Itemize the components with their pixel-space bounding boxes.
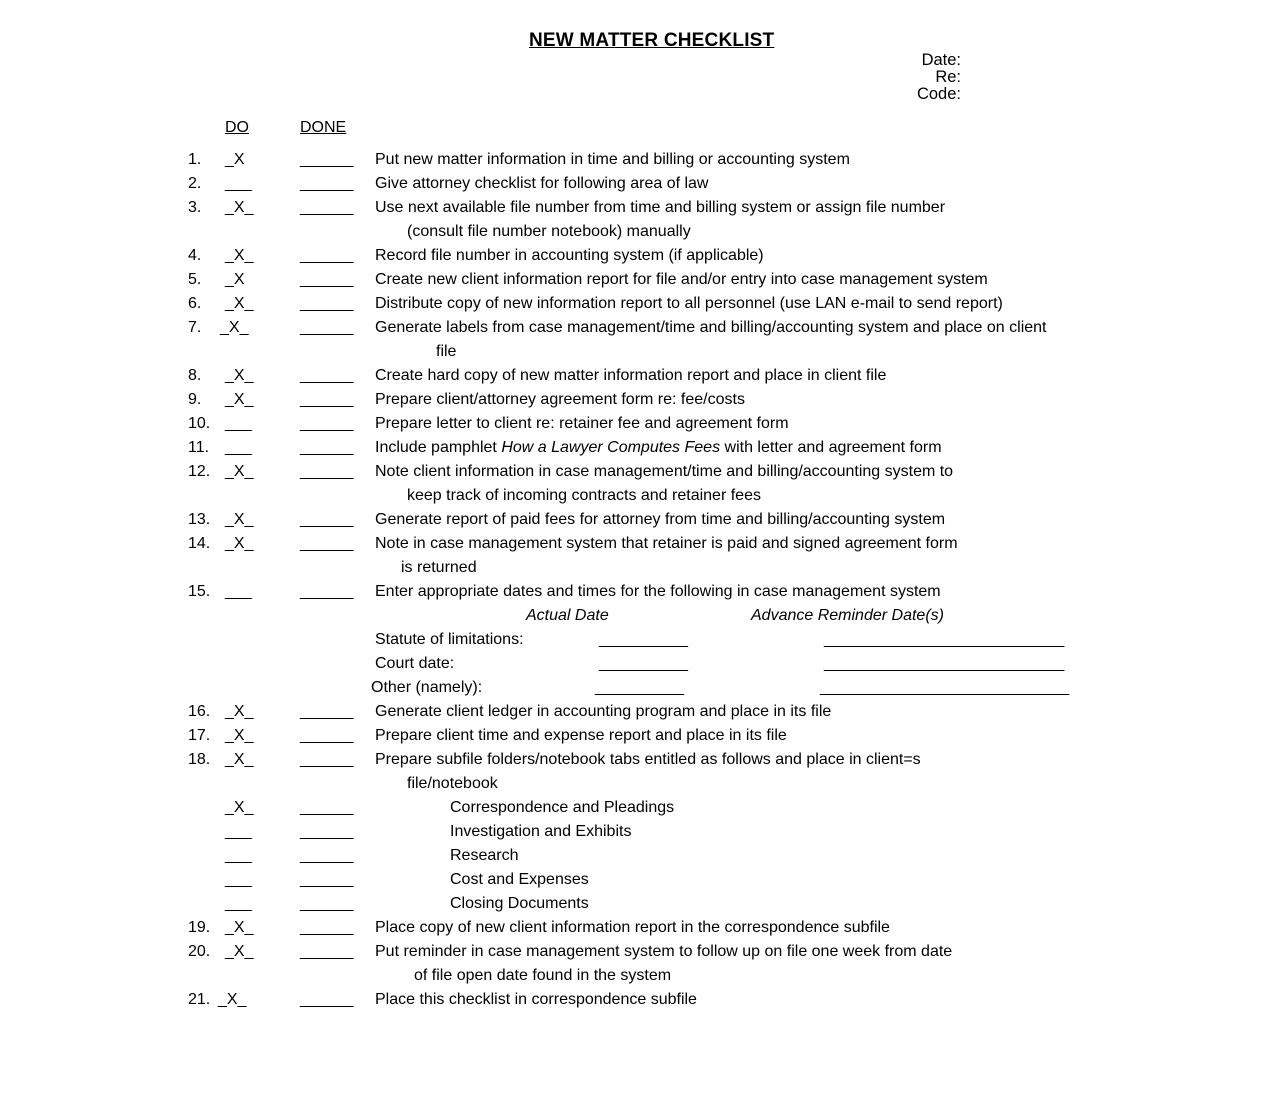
item-text: Put reminder in case management system to follow up on file one week from date bbox=[375, 943, 953, 960]
do-mark: ___ bbox=[225, 583, 252, 600]
done-blank: ______ bbox=[300, 703, 354, 720]
done-blank: ______ bbox=[300, 895, 354, 912]
subfile-item bbox=[0, 844, 1275, 868]
reminder-date-header: Advance Reminder Date(s) bbox=[751, 607, 944, 624]
checklist-item-continuation bbox=[0, 340, 1275, 364]
do-mark: _X_ bbox=[225, 727, 254, 744]
item-number: 7. bbox=[188, 319, 202, 336]
code-label: Code: bbox=[916, 85, 961, 103]
item-text: Note in case management system that retainer is paid and signed agreement form bbox=[375, 535, 958, 552]
done-blank: ______ bbox=[300, 919, 354, 936]
date-row-label: Other (namely): bbox=[371, 679, 483, 696]
checklist-item bbox=[0, 148, 1275, 172]
item-text: Record file number in accounting system (if applicable) bbox=[375, 247, 764, 264]
item-number: 5. bbox=[188, 271, 202, 288]
do-mark: ___ bbox=[225, 415, 252, 432]
do-mark: _X_ bbox=[225, 703, 254, 720]
checklist-item-continuation bbox=[0, 220, 1275, 244]
dates-table-header bbox=[0, 604, 1275, 628]
item-text-continuation: file bbox=[436, 343, 457, 360]
checklist-item-continuation bbox=[0, 556, 1275, 580]
re-label: Re: bbox=[935, 68, 961, 86]
reminder-date-field: ____________________________ bbox=[820, 679, 1070, 696]
done-blank: ______ bbox=[300, 151, 354, 168]
done-blank: ______ bbox=[300, 415, 354, 432]
do-mark: _X_ bbox=[225, 391, 254, 408]
checklist-item bbox=[0, 196, 1275, 220]
pamphlet-title: How a Lawyer Computes Fees bbox=[501, 439, 721, 456]
checklist-item bbox=[0, 940, 1275, 964]
do-mark: ___ bbox=[225, 823, 252, 840]
do-mark: _X_ bbox=[218, 991, 247, 1008]
subfile-label: Closing Documents bbox=[450, 895, 589, 912]
item-text: Use next available file number from time and billing system or assign file number bbox=[375, 199, 946, 216]
actual-date-field: __________ bbox=[599, 655, 688, 672]
reminder-date-field: ___________________________ bbox=[824, 655, 1065, 672]
done-blank: ______ bbox=[300, 991, 354, 1008]
do-mark: _X_ bbox=[225, 463, 254, 480]
item-text: Place copy of new client information report in the correspondence subfile bbox=[375, 919, 890, 936]
item-text-continuation: file/notebook bbox=[407, 775, 498, 792]
checklist-item bbox=[0, 364, 1275, 388]
item-number: 17. bbox=[188, 727, 211, 744]
done-blank: ______ bbox=[300, 295, 354, 312]
do-mark: _X_ bbox=[225, 367, 254, 384]
done-blank: ______ bbox=[300, 247, 354, 264]
date-row-label: Statute of limitations: bbox=[375, 631, 524, 648]
done-blank: ______ bbox=[300, 391, 354, 408]
done-blank: ______ bbox=[300, 799, 354, 816]
done-blank: ______ bbox=[300, 271, 354, 288]
do-mark: _X_ bbox=[220, 319, 249, 336]
item-text-post: with letter and agreement form bbox=[720, 439, 942, 456]
subfile-label: Cost and Expenses bbox=[450, 871, 589, 888]
subfile-item bbox=[0, 796, 1275, 820]
checklist-item bbox=[0, 580, 1275, 604]
item-number: 1. bbox=[188, 151, 202, 168]
item-text: Generate report of paid fees for attorney from time and billing/accounting system bbox=[375, 511, 946, 528]
done-blank: ______ bbox=[300, 751, 354, 768]
checklist-item bbox=[0, 244, 1275, 268]
item-text: Create hard copy of new matter information report and place in client file bbox=[375, 367, 887, 384]
item-number: 2. bbox=[188, 175, 202, 192]
done-blank: ______ bbox=[300, 175, 354, 192]
subfile-item bbox=[0, 892, 1275, 916]
item-number: 10. bbox=[188, 415, 211, 432]
item-text: Distribute copy of new information report to all personnel (use LAN e-mail to send report) bbox=[375, 295, 1003, 312]
do-mark: _X_ bbox=[225, 295, 254, 312]
item-number: 4. bbox=[188, 247, 202, 264]
do-mark: _X_ bbox=[225, 943, 254, 960]
dates-table-row bbox=[0, 628, 1275, 652]
done-blank: ______ bbox=[300, 847, 354, 864]
do-mark: _X_ bbox=[225, 199, 254, 216]
checklist-item bbox=[0, 268, 1275, 292]
item-number: 11. bbox=[188, 439, 210, 456]
item-number: 14. bbox=[188, 535, 211, 552]
do-mark: _X_ bbox=[225, 535, 254, 552]
item-number: 15. bbox=[188, 583, 211, 600]
checklist-item bbox=[0, 388, 1275, 412]
item-text: Generate labels from case management/time and billing/accounting system and place on client bbox=[375, 319, 1047, 336]
checklist-item bbox=[0, 724, 1275, 748]
done-blank: ______ bbox=[300, 367, 354, 384]
checklist-item bbox=[0, 460, 1275, 484]
done-blank: ______ bbox=[300, 583, 354, 600]
item-number: 16. bbox=[188, 703, 211, 720]
do-mark: _X bbox=[225, 151, 245, 168]
done-blank: ______ bbox=[300, 511, 354, 528]
checklist-item-continuation bbox=[0, 484, 1275, 508]
item-text: Prepare client/attorney agreement form re: fee/costs bbox=[375, 391, 745, 408]
date-row-label: Court date: bbox=[375, 655, 455, 672]
done-blank: ______ bbox=[300, 871, 354, 888]
checklist-item bbox=[0, 508, 1275, 532]
do-mark: ___ bbox=[225, 847, 252, 864]
done-blank: ______ bbox=[300, 439, 354, 456]
checklist-item bbox=[0, 172, 1275, 196]
checklist-item bbox=[0, 412, 1275, 436]
done-blank: ______ bbox=[300, 535, 354, 552]
checklist-item bbox=[0, 700, 1275, 724]
item-text: Generate client ledger in accounting program and place in its file bbox=[375, 703, 832, 720]
done-blank: ______ bbox=[300, 823, 354, 840]
do-mark: ___ bbox=[225, 895, 252, 912]
do-mark: _X_ bbox=[225, 751, 254, 768]
do-mark: ___ bbox=[225, 439, 252, 456]
item-text bbox=[375, 436, 942, 460]
item-number: 21. bbox=[188, 991, 211, 1008]
subfile-item bbox=[0, 868, 1275, 892]
do-mark: _X bbox=[225, 271, 245, 288]
item-text-continuation: is returned bbox=[401, 559, 477, 576]
item-text: Prepare letter to client re: retainer fee and agreement form bbox=[375, 415, 789, 432]
checklist-item bbox=[0, 532, 1275, 556]
done-blank: ______ bbox=[300, 727, 354, 744]
item-text: Enter appropriate dates and times for the following in case management system bbox=[375, 583, 941, 600]
item-text: Note client information in case management/time and billing/accounting system to bbox=[375, 463, 954, 480]
do-mark: _X_ bbox=[225, 247, 254, 264]
do-mark: _X_ bbox=[225, 511, 254, 528]
checklist-item bbox=[0, 916, 1275, 940]
do-column-header: DO bbox=[225, 119, 249, 136]
do-mark: _X_ bbox=[225, 919, 254, 936]
done-blank: ______ bbox=[300, 199, 354, 216]
subfile-label: Investigation and Exhibits bbox=[450, 823, 632, 840]
done-blank: ______ bbox=[300, 463, 354, 480]
dates-table-row bbox=[0, 652, 1275, 676]
date-label: Date: bbox=[921, 51, 961, 69]
item-text: Give attorney checklist for following area of law bbox=[375, 175, 709, 192]
do-mark: _X_ bbox=[225, 799, 254, 816]
item-number: 19. bbox=[188, 919, 211, 936]
item-number: 6. bbox=[188, 295, 202, 312]
item-number: 12. bbox=[188, 463, 211, 480]
subfile-item bbox=[0, 820, 1275, 844]
item-text: Put new matter information in time and billing or accounting system bbox=[375, 151, 850, 168]
item-text: Place this checklist in correspondence subfile bbox=[375, 991, 697, 1008]
done-blank: ______ bbox=[300, 943, 354, 960]
done-column-header: DONE bbox=[300, 119, 347, 136]
item-number: 9. bbox=[188, 391, 202, 408]
checklist-item bbox=[0, 988, 1275, 1012]
item-number: 3. bbox=[188, 199, 202, 216]
page-title: NEW MATTER CHECKLIST bbox=[529, 30, 775, 51]
do-mark: ___ bbox=[225, 871, 252, 888]
item-number: 8. bbox=[188, 367, 202, 384]
checklist-item-continuation bbox=[0, 964, 1275, 988]
item-number: 13. bbox=[188, 511, 211, 528]
subfile-label: Research bbox=[450, 847, 519, 864]
item-number: 20. bbox=[188, 943, 211, 960]
item-text: Prepare client time and expense report and place in its file bbox=[375, 727, 787, 744]
checklist-item bbox=[0, 292, 1275, 316]
item-text-continuation: (consult file number notebook) manually bbox=[407, 223, 691, 240]
checklist-item bbox=[0, 436, 1275, 460]
actual-date-field: __________ bbox=[595, 679, 684, 696]
item-text-continuation: keep track of incoming contracts and retainer fees bbox=[407, 487, 761, 504]
done-blank: ______ bbox=[300, 319, 354, 336]
actual-date-field: __________ bbox=[599, 631, 688, 648]
do-mark: ___ bbox=[225, 175, 252, 192]
item-number: 18. bbox=[188, 751, 211, 768]
item-text: Create new client information report for file and/or entry into case management system bbox=[375, 271, 988, 288]
item-text-pre: Include pamphlet bbox=[375, 439, 502, 456]
item-text: Prepare subfile folders/notebook tabs entitled as follows and place in client=s bbox=[375, 751, 921, 768]
checklist-item bbox=[0, 316, 1275, 340]
actual-date-header: Actual Date bbox=[526, 607, 609, 624]
item-text-continuation: of file open date found in the system bbox=[414, 967, 672, 984]
checklist-item bbox=[0, 748, 1275, 772]
checklist-item-continuation bbox=[0, 772, 1275, 796]
dates-table-row bbox=[0, 676, 1275, 700]
subfile-label: Correspondence and Pleadings bbox=[450, 799, 675, 816]
reminder-date-field: ___________________________ bbox=[824, 631, 1065, 648]
